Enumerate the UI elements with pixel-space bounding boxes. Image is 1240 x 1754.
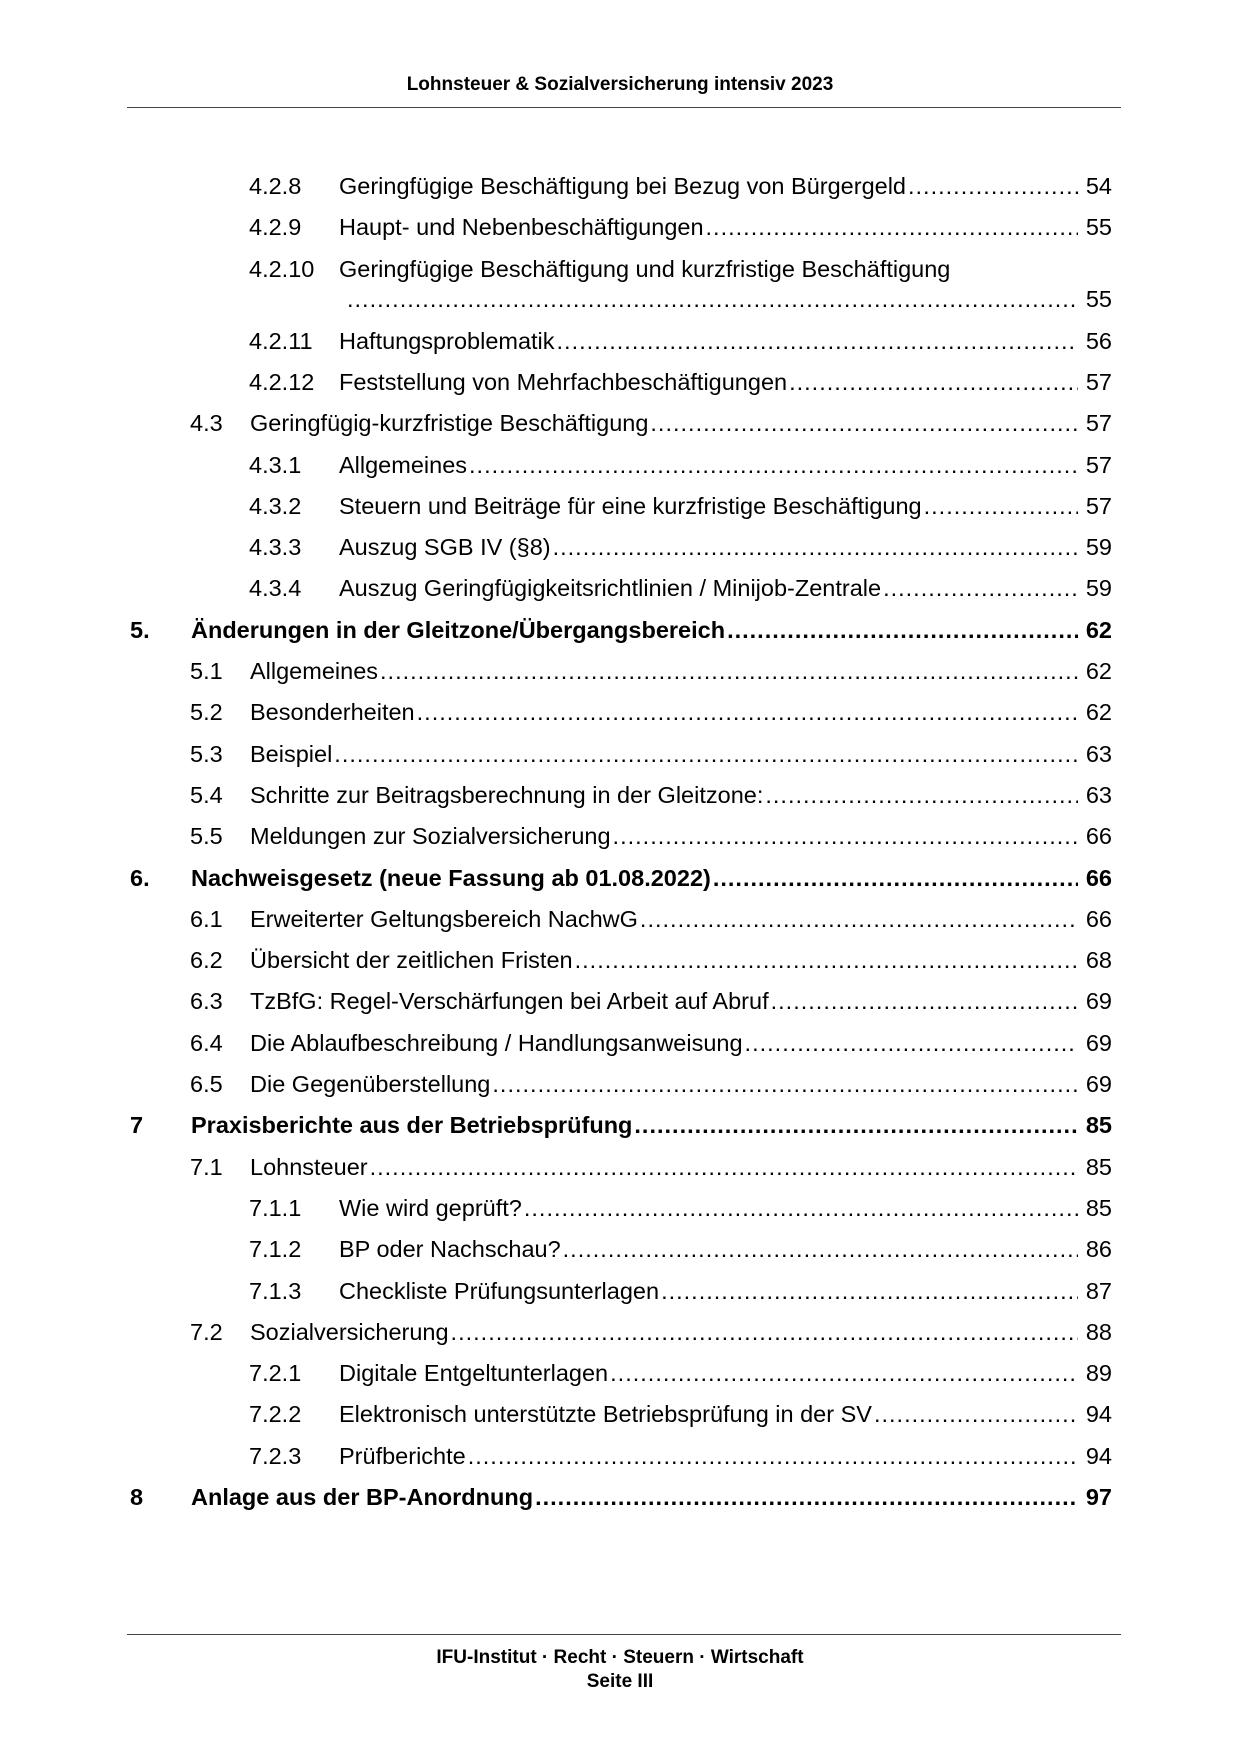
toc-entry-number: 4.2.11 [249, 327, 313, 354]
toc-entry-page: 85 [1085, 1194, 1112, 1221]
toc-entry-title: Checkliste Prüfungsunterlagen [339, 1277, 660, 1304]
toc-entry-number: 8 [130, 1484, 144, 1510]
toc-entry-page: 62 [1085, 616, 1112, 643]
toc-entry-page: 88 [1085, 1318, 1112, 1345]
toc-leader-dots [451, 1319, 1078, 1346]
toc-entry-page: 57 [1085, 410, 1112, 437]
toc-entry-page: 55 [1085, 214, 1112, 241]
toc-entry [0, 369, 1240, 411]
toc-entry-title: Geringfügige Beschäftigung bei Bezug von Bürgergeld [339, 173, 906, 199]
toc-leader-dots [535, 1484, 1078, 1511]
toc-entry [0, 575, 1240, 617]
toc-leader-dots [524, 1195, 1078, 1222]
toc-leader-dots [563, 1236, 1078, 1263]
toc-entry-number: 5.5 [190, 823, 223, 850]
footer-divider [127, 1634, 1121, 1635]
toc-entry-title: Geringfügig-kurzfristige Beschäftigung [250, 410, 649, 437]
toc-entry-title: Haupt- und Nebenbeschäftigungen [339, 214, 704, 241]
toc-leader-dots [727, 617, 1078, 644]
toc-entry [0, 1360, 1240, 1402]
toc-entry-page: 66 [1085, 905, 1112, 932]
toc-entry-number: 7.1 [190, 1153, 223, 1180]
toc-entry-number: 6.1 [190, 905, 223, 932]
toc-entry-page: 89 [1085, 1360, 1112, 1387]
toc-entry [0, 328, 1240, 370]
toc-leader-dots [468, 1443, 1078, 1470]
toc-entry [0, 1030, 1240, 1072]
toc-entry-page: 63 [1085, 781, 1112, 808]
toc-entry-number: 4.2.10 [249, 255, 315, 282]
toc-entry-number: 6. [130, 864, 150, 891]
toc-entry-page: 87 [1085, 1277, 1112, 1304]
toc-leader-dots [469, 452, 1078, 479]
toc-entry-title: Feststellung von Mehrfachbeschäftigungen [339, 368, 788, 395]
toc-entry-number: 5. [130, 616, 150, 643]
toc-entry [0, 782, 1240, 824]
toc-entry [0, 741, 1240, 783]
toc-entry-title: Die Ablaufbeschreibung / Handlungsanweisung [250, 1029, 743, 1056]
toc-entry-page: 85 [1085, 1153, 1112, 1180]
toc-entry [0, 823, 1240, 865]
toc-leader-dots [417, 699, 1078, 726]
toc-leader-dots [613, 823, 1078, 850]
toc-entry-number: 7 [130, 1112, 144, 1139]
toc-entry-page: 66 [1085, 823, 1112, 850]
toc-entry [0, 988, 1240, 1030]
toc-entry-page: 62 [1085, 699, 1112, 726]
toc-entry-title: Praxisberichte aus der Betriebsprüfung [191, 1112, 633, 1139]
toc-entry-number: 4.3.2 [249, 492, 302, 519]
toc-entry [0, 947, 1240, 989]
toc-entry-number: 7.2.1 [249, 1360, 302, 1387]
toc-entry-title: Besonderheiten [250, 699, 415, 726]
toc-entry-page: 57 [1085, 368, 1112, 395]
toc-entry-title: Änderungen in der Gleitzone/Übergangsbereich [191, 616, 726, 643]
toc-entry [0, 493, 1240, 535]
toc-leader-dots [610, 1360, 1078, 1387]
toc-leader-dots [640, 906, 1078, 933]
toc-entry-page: 94 [1085, 1401, 1112, 1428]
toc-entry-page: 97 [1085, 1484, 1112, 1510]
toc-entry-page: 94 [1085, 1442, 1112, 1469]
toc-entry-number: 4.3.1 [249, 451, 302, 478]
toc-entry-number: 7.2.3 [249, 1442, 302, 1469]
toc-entry-title: BP oder Nachschau? [339, 1236, 561, 1263]
toc-entry-title: Geringfügige Beschäftigung und kurzfristige Beschäftigung [339, 255, 951, 282]
toc-entry [0, 1112, 1240, 1154]
toc-entry [0, 1236, 1240, 1278]
toc-entry-title: Elektronisch unterstützte Betriebsprüfung in der SV [339, 1401, 872, 1428]
toc-entry [0, 658, 1240, 700]
toc-entry-title: Erweiterter Geltungsbereich NachwG [250, 905, 638, 932]
toc-entry-number: 7.1.1 [249, 1194, 302, 1221]
toc-entry [0, 1195, 1240, 1237]
toc-entry-title: Übersicht der zeitlichen Fristen [250, 947, 573, 974]
toc-entry-number: 4.2.12 [249, 368, 315, 395]
toc-entry-title: Allgemeines [250, 658, 379, 684]
footer-publisher: IFU-Institut · Recht · Steuern · Wirtschaft [436, 1647, 804, 1668]
toc-entry-title: Sozialversicherung [250, 1318, 449, 1345]
toc-entry-page: 68 [1085, 947, 1112, 974]
toc-entry-number: 7.1.2 [249, 1236, 302, 1263]
header-divider [127, 107, 1121, 108]
toc-leader-dots [745, 1030, 1078, 1057]
toc-entry-number: 7.2.2 [249, 1401, 302, 1428]
toc-entry-page: 57 [1085, 492, 1112, 519]
toc-leader-dots [661, 1278, 1078, 1305]
toc-leader-dots [883, 575, 1078, 602]
toc-entry-page: 86 [1085, 1236, 1112, 1263]
toc-entry-number: 6.4 [190, 1029, 223, 1056]
toc-entry-title: Nachweisgesetz (neue Fassung ab 01.08.2022) [191, 864, 711, 891]
toc-entry [0, 214, 1240, 256]
toc-entry-number: 7.2 [190, 1318, 223, 1345]
toc-entry [0, 256, 1240, 328]
toc-entry [0, 173, 1240, 215]
footer-page-number: Seite III [586, 1671, 654, 1692]
toc-entry-number: 4.3.4 [249, 575, 302, 602]
toc-leader-dots [924, 493, 1078, 520]
toc-entry-page: 59 [1085, 534, 1112, 561]
toc-entry [0, 1319, 1240, 1361]
toc-leader-dots [347, 286, 1078, 313]
toc-entry [0, 1401, 1240, 1443]
toc-entry-number: 6.5 [190, 1071, 223, 1097]
toc-leader-dots [650, 410, 1077, 437]
toc-leader-dots [706, 214, 1078, 241]
toc-entry-number: 5.1 [190, 658, 223, 684]
toc-entry [0, 410, 1240, 452]
toc-leader-dots [553, 534, 1078, 561]
toc-entry-title: Steuern und Beiträge für eine kurzfristige Beschäftigung [339, 492, 922, 519]
page-footer [0, 1646, 1240, 1694]
toc-entry-title: Wie wird geprüft? [339, 1194, 522, 1221]
toc-entry-title: TzBfG: Regel-Verschärfungen bei Arbeit auf Abruf [250, 988, 769, 1015]
toc-entry [0, 1484, 1240, 1526]
toc-entry-number: 4.2.8 [249, 173, 302, 199]
toc-entry-page: 69 [1085, 988, 1112, 1015]
toc-entry-number: 4.3.3 [249, 534, 302, 561]
toc-entry-page: 55 [1085, 285, 1112, 312]
toc-entry-page: 69 [1085, 1029, 1112, 1056]
toc-leader-dots [874, 1401, 1078, 1428]
toc-entry-title: Digitale Entgeltunterlagen [339, 1360, 609, 1387]
toc-entry-number: 5.2 [190, 699, 223, 726]
toc-entry-page: 54 [1085, 173, 1112, 199]
toc-entry [0, 906, 1240, 948]
toc-entry [0, 617, 1240, 659]
toc-leader-dots [492, 1071, 1077, 1098]
toc-entry [0, 1154, 1240, 1196]
toc-entry-page: 59 [1085, 575, 1112, 602]
toc-entry-title: Anlage aus der BP-Anordnung [191, 1484, 534, 1510]
toc-leader-dots [771, 988, 1078, 1015]
toc-entry-number: 5.4 [190, 781, 223, 808]
toc-leader-dots [370, 1154, 1078, 1181]
toc-leader-dots [380, 658, 1078, 685]
toc-leader-dots [557, 328, 1078, 355]
toc-leader-dots [634, 1112, 1077, 1139]
toc-entry-title: Meldungen zur Sozialversicherung [250, 823, 611, 850]
toc-entry [0, 452, 1240, 494]
toc-entry-page: 85 [1085, 1112, 1112, 1139]
toc-leader-dots [908, 173, 1078, 200]
toc-entry-page: 63 [1085, 740, 1112, 767]
toc-entry-number: 5.3 [190, 740, 223, 767]
toc-entry-number: 4.2.9 [249, 214, 302, 241]
toc-entry [0, 534, 1240, 576]
toc-entry-title: Schritte zur Beitragsberechnung in der Gleitzone: [250, 781, 764, 808]
toc-entry [0, 865, 1240, 907]
toc-entry [0, 1071, 1240, 1113]
toc-entry-title: Auszug SGB IV (§8) [339, 534, 551, 561]
toc-entry-title: Beispiel [250, 740, 333, 767]
toc-entry [0, 699, 1240, 741]
running-header: Lohnsteuer & Sozialversicherung intensiv 2023 [406, 74, 834, 95]
toc-entry-page: 57 [1085, 451, 1112, 478]
toc-entry-number: 7.1.3 [249, 1277, 302, 1304]
toc-leader-dots [334, 741, 1078, 768]
toc-leader-dots [575, 947, 1078, 974]
toc-entry [0, 1278, 1240, 1320]
toc-leader-dots [713, 865, 1078, 892]
toc-leader-dots [789, 369, 1078, 396]
toc-entry-title: Die Gegenüberstellung [250, 1071, 491, 1097]
toc-leader-dots [765, 782, 1077, 809]
toc-entry-number: 6.3 [190, 988, 223, 1015]
toc-entry-title: Prüfberichte [339, 1442, 466, 1469]
toc-entry-page: 62 [1085, 658, 1112, 684]
toc-entry-title: Haftungsproblematik [339, 327, 555, 354]
toc-entry-title: Lohnsteuer [250, 1153, 368, 1180]
toc-entry [0, 1443, 1240, 1485]
toc-entry-page: 66 [1085, 864, 1112, 891]
toc-entry-page: 56 [1085, 327, 1112, 354]
toc-entry-page: 69 [1085, 1071, 1112, 1097]
toc-entry-title: Allgemeines [339, 451, 468, 478]
toc-entry-number: 4.3 [190, 410, 223, 437]
toc-entry-title: Auszug Geringfügigkeitsrichtlinien / Minijob-Zentrale [339, 575, 882, 602]
toc-entry-number: 6.2 [190, 947, 223, 974]
